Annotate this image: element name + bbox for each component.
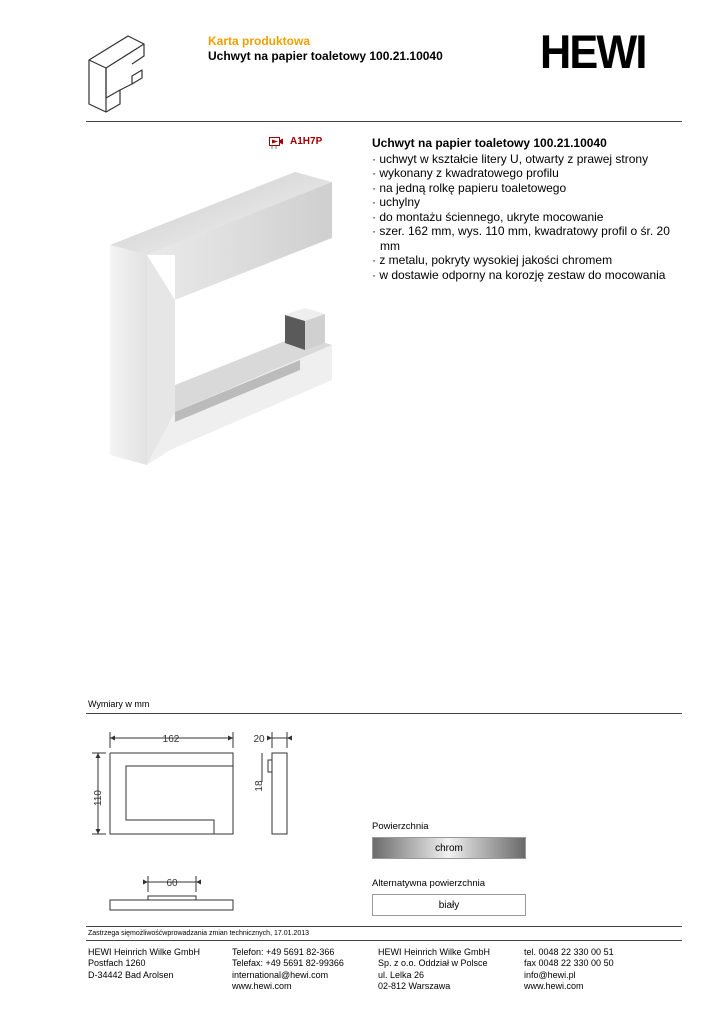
surface-chrome-swatch (372, 837, 526, 859)
surface-alt-swatch (372, 894, 526, 916)
postbox: Postfach 1260 (88, 958, 146, 969)
city: D-34442 Bad Arolsen (88, 969, 174, 980)
alt-surface-label: Alternatywna powierzchnia (372, 878, 486, 889)
company-name: HEWI Heinrich Wilke GmbH (88, 947, 201, 957)
dimension-bottom: 60 (166, 878, 178, 889)
dimensions-heading: Wymiary w mm (88, 699, 150, 709)
fax: Telefax: +49 5691 82-99366 (232, 958, 344, 969)
dimension-drawing (86, 720, 336, 920)
feature-item: · do montażu ściennego, ukryte mocowanie (372, 209, 604, 224)
phone: Telefon: +49 5691 82-366 (232, 947, 335, 957)
address-germany (88, 947, 200, 981)
email-link[interactable]: international@hewi.com (232, 969, 329, 980)
feature-item: · uchwyt w kształcie litery U, otwarty z prawej strony (372, 151, 649, 166)
surface-chrome-text: chrom (435, 842, 463, 854)
footer-divider (86, 926, 682, 927)
document-title: Uchwyt na papier toaletowy 100.21.10040 (208, 49, 443, 63)
address-poland (378, 947, 490, 992)
website-link[interactable]: www.hewi.com (232, 980, 292, 991)
dimension-hook: 18 (254, 780, 265, 792)
branch-name: Sp. z o.o. Oddział w Polsce (378, 958, 488, 969)
document-kicker: Karta produktowa (208, 34, 311, 48)
surface-label: Powierzchnia (372, 821, 429, 832)
contact-germany (232, 947, 344, 992)
header-divider (86, 121, 682, 122)
product-image (110, 160, 350, 470)
surface-alt-text: biały (438, 899, 460, 911)
disclaimer: Zastrzega sięmożliwośćwprowadzania zmian technicznych, 17.01.2013 (88, 930, 309, 937)
product-outline-icon (86, 32, 148, 116)
email-link[interactable]: info@hewi.pl (524, 969, 576, 980)
feature-item: · szer. 162 mm, wys. 110 mm, kwadratowy profil o śr. 20 mm (372, 224, 670, 253)
footer-divider-2 (86, 940, 682, 941)
feature-item: · w dostawie odporny na korozję zestaw do mocowania (372, 267, 666, 282)
street: ul. Lelka 26 (378, 969, 425, 980)
dimension-width: 162 (162, 734, 180, 745)
dimensions-divider (86, 713, 682, 714)
fax: fax 0048 22 330 00 50 (524, 958, 614, 969)
feature-item: · uchylny (372, 195, 421, 209)
feature-item: · z metalu, pokryty wysokiej jakości chromem (372, 253, 613, 267)
phone: tel. 0048 22 330 00 51 (524, 947, 614, 957)
dimension-height: 110 (93, 790, 104, 806)
brand-logo: HEWI (540, 25, 646, 78)
product-code[interactable]: A1H7P (290, 136, 323, 147)
company-name: HEWI Heinrich Wilke GmbH (378, 947, 491, 957)
feature-item: · wykonany z kwadratowego profilu (372, 166, 559, 180)
website-link[interactable]: www.hewi.com (524, 980, 584, 991)
feature-item: · na jedną rolkę papieru toaletowego (372, 180, 567, 195)
contact-poland (524, 947, 614, 992)
dimension-depth: 20 (253, 734, 265, 745)
feature-list (372, 152, 692, 283)
video-play-icon[interactable] (269, 137, 284, 150)
city: 02-812 Warszawa (378, 980, 451, 991)
product-description (372, 136, 692, 282)
product-title: Uchwyt na papier toaletowy 100.21.10040 (372, 136, 607, 150)
